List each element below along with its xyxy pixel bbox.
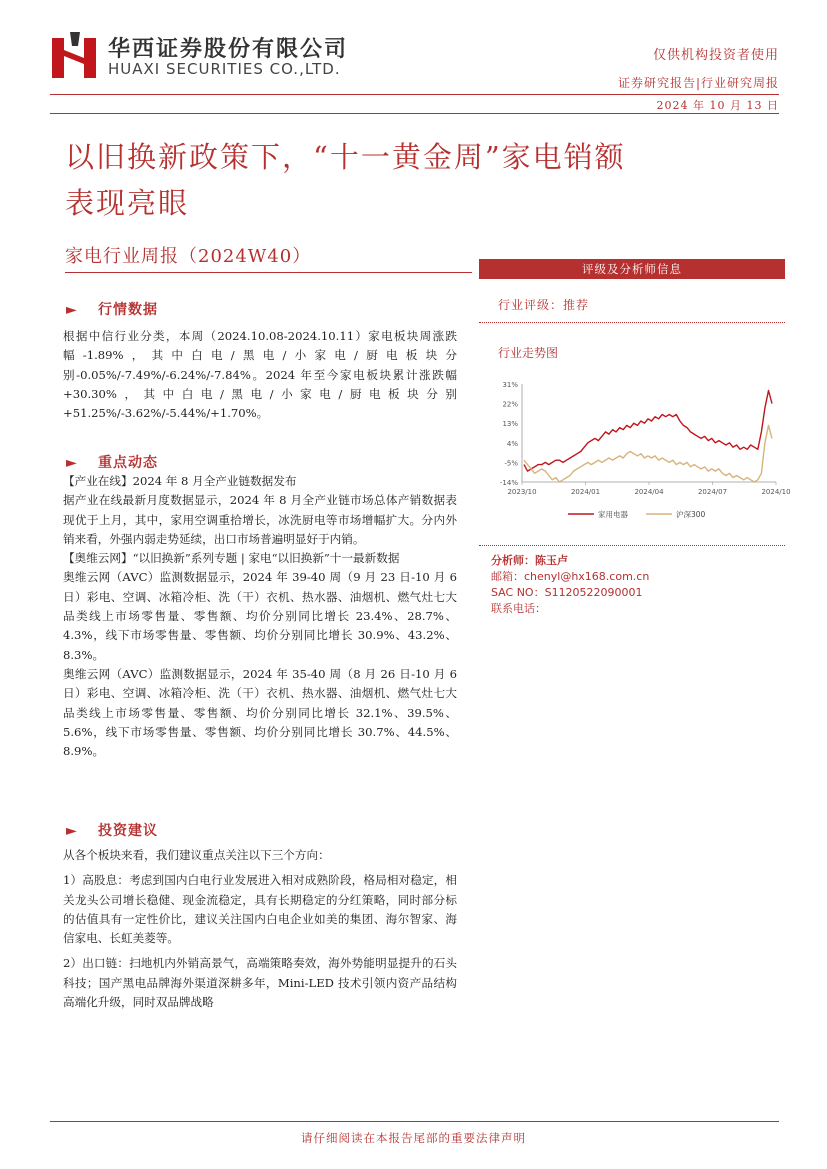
industry-rating: 行业评级：推荐 xyxy=(498,298,590,312)
report-title-line-2: 表现亮眼 xyxy=(65,186,190,220)
section-heading-news: ► 重点动态 xyxy=(66,455,158,471)
section-heading-advice: ► 投资建议 xyxy=(66,823,158,839)
legal-notice: 请仔细阅读在本报告尾部的重要法律声明 xyxy=(301,1131,526,1145)
series-line xyxy=(524,425,772,482)
advice-item: 从各个板块来看，我们建议重点关注以下三个方向： xyxy=(63,848,330,862)
x-tick-label: 2024/04 xyxy=(634,488,664,496)
analyst-name: 分析师：陈玉卢 xyxy=(491,554,568,567)
report-title-line-1: 以旧换新政策下，“十一黄金周”家电销额 xyxy=(65,140,626,174)
news-item: 奥维云网（AVC）监测数据显示，2024 年 39-40 周（9 月 23 日-10 月 6 日）彩电、空调、冰箱冷柜、洗（干）衣机、热水器、油烟机、燃气灶七大品类线上市场零售量、零售额、均价分别同比增长 23.4%、28.7%、4.3%，线下市场零售量、零售额、均价分别同比增长 30.9%、43.2%、8.3%。 xyxy=(63,570,457,662)
report-title xyxy=(65,134,765,226)
company-name-en: HUAXI SECURITIES CO.,LTD. xyxy=(108,60,341,78)
y-tick-label: 13% xyxy=(502,420,518,429)
report-subtitle: 家电行业周报（2024W40） xyxy=(65,246,312,267)
market-paragraph: 根据中信行业分类，本周（2024.10.08-2024.10.11）家电板块周涨跌幅-1.89%，其中白电/黑电/小家电/厨电板块分别-0.05%/-7.49%/-6.24%/-7.84%。2024 年至今家电板块累计涨跌幅+30.30%，其中白电/黑电/小家电/厨电板块分别+51.25%/-3.62%/-5.44%/+1.70%。 xyxy=(63,329,457,421)
analyst-info xyxy=(491,553,649,617)
news-block xyxy=(63,472,457,761)
company-logo-icon xyxy=(52,32,96,78)
subtitle-divider xyxy=(65,272,472,273)
triangle-bullet-icon: ► xyxy=(66,302,77,318)
x-tick-label: 2024/01 xyxy=(570,488,601,496)
advice-block xyxy=(63,846,457,1012)
report-date: 2024 年 10 月 13 日 xyxy=(656,99,779,112)
audience-note: 仅供机构投资者使用 xyxy=(652,48,779,63)
analyst-phone: 联系电话： xyxy=(491,602,546,615)
rating-panel-header: 评级及分析师信息 xyxy=(479,259,785,279)
triangle-bullet-icon: ► xyxy=(66,455,77,471)
header-divider xyxy=(50,94,779,95)
y-tick-label: -5% xyxy=(504,459,518,468)
section-heading-market: ► 行情数据 xyxy=(66,302,158,318)
x-tick-label: 2024/10 xyxy=(761,488,791,496)
news-item: 【产业在线】2024 年 8 月全产业链数据发布 xyxy=(63,474,297,488)
x-tick-label: 2023/10 xyxy=(507,488,537,496)
y-tick-label: -14% xyxy=(499,479,518,487)
series-line xyxy=(524,391,772,472)
panel-divider xyxy=(479,545,785,546)
news-item: 奥维云网（AVC）监测数据显示，2024 年 35-40 周（8 月 26 日-10 月 6 日）彩电、空调、冰箱冷柜、洗（干）衣机、热水器、油烟机、燃气灶七大品类线上市场零售量、零售额、均价分别同比增长 32.1%、39.5%、5.6%，线下市场零售量、零售额、均价分别同比增长 30.7%、44.5%、8.9%。 xyxy=(63,666,457,759)
legend-label: 沪深300 xyxy=(676,510,706,519)
news-item: 据产业在线最新月度数据显示，2024 年 8 月全产业链市场总体产销数据表现优于上月，其中，家用空调重拾增长，冰洗厨电等市场增幅扩大。分内外销来看，外强内弱走势延续，出口市场普遍明显好于内销。 xyxy=(63,493,457,546)
industry-trend-chart xyxy=(490,366,791,526)
report-type: 证券研究报告|行业研究周报 xyxy=(617,76,779,90)
company-name-cn: 华西证券股份有限公司 xyxy=(108,37,349,62)
header-divider-2 xyxy=(50,113,779,114)
chart-title: 行业走势图 xyxy=(498,346,559,360)
y-tick-label: 4% xyxy=(506,439,518,448)
legend-label: 家用电器 xyxy=(598,510,628,519)
news-item: 【奥维云网】“以旧换新”系列专题 | 家电“以旧换新”十一最新数据 xyxy=(63,551,400,566)
footer-divider xyxy=(50,1121,779,1122)
advice-item: 2）出口链：扫地机内外销高景气，高端策略奏效，海外势能明显提升的石头科技；国产黑电品牌海外渠道深耕多年，Mini-LED 技术引领内资产品结构高端化升级，同时双品牌战略 xyxy=(63,956,457,1010)
analyst-email: 邮箱：chenyl@hx168.com.cn xyxy=(491,570,650,583)
analyst-sac: SAC NO：S1120522090001 xyxy=(491,586,643,599)
x-tick-label: 2024/07 xyxy=(697,488,728,496)
y-tick-label: 31% xyxy=(502,381,518,389)
triangle-bullet-icon: ► xyxy=(66,823,77,839)
advice-item: 1）高股息：考虑到国内白电行业发展进入相对成熟阶段，格局相对稳定，相关龙头公司增长稳健、现金流稳定，具有长期稳定的分红策略，同时部分标的估值具有一定性价比，建议关注国内白电企业如美的集团、海尔智家、海信家电、长虹美菱等。 xyxy=(63,873,457,946)
y-tick-label: 22% xyxy=(502,400,518,409)
panel-divider xyxy=(479,322,785,323)
